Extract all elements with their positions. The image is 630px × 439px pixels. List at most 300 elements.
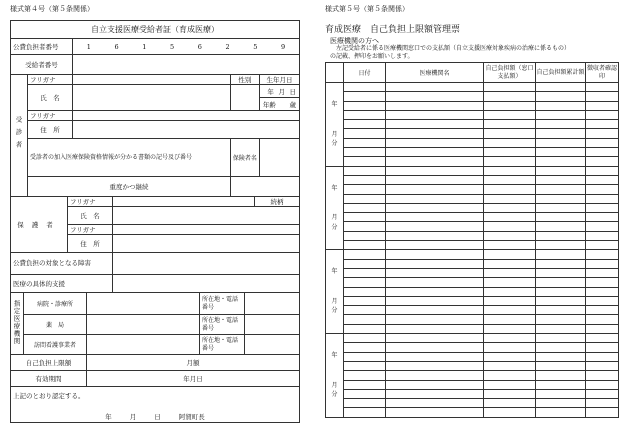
sheet-cell bbox=[484, 306, 536, 315]
sheet-cell bbox=[536, 138, 586, 147]
sheet-cell bbox=[586, 203, 619, 212]
sheet-row bbox=[326, 250, 619, 259]
sheet-cell bbox=[484, 120, 536, 129]
sheet-cell bbox=[484, 231, 536, 240]
payer-digit: 6 bbox=[114, 42, 119, 51]
sheet-row bbox=[326, 185, 619, 194]
sheet-cell bbox=[344, 241, 386, 250]
sheet-cell bbox=[586, 352, 619, 361]
sheet-cell bbox=[484, 185, 536, 194]
limit-label: 自己負担上限額 bbox=[11, 355, 87, 371]
guardian-name-field bbox=[113, 207, 300, 225]
birth-month: 月 bbox=[278, 87, 285, 96]
sheet-cell bbox=[586, 231, 619, 240]
sheet-cell bbox=[586, 148, 619, 157]
sheet-cell bbox=[386, 324, 484, 333]
sheet-cell bbox=[386, 194, 484, 203]
sheet-cell bbox=[484, 157, 536, 166]
sheet-cell bbox=[484, 92, 536, 101]
sheet-cell bbox=[586, 110, 619, 119]
insured-name-field bbox=[259, 139, 299, 177]
sheet-cell bbox=[536, 92, 586, 101]
sheet-cell bbox=[344, 110, 386, 119]
sheet-cell bbox=[536, 241, 586, 250]
sheet-cell bbox=[386, 129, 484, 138]
sheet-row bbox=[326, 92, 619, 101]
insured-name-label: 保険者名 bbox=[230, 139, 259, 177]
sheet-cell bbox=[536, 306, 586, 315]
address-furigana-field bbox=[73, 111, 300, 121]
sheet-row bbox=[326, 148, 619, 157]
sheet-row bbox=[326, 101, 619, 110]
sheet-cell bbox=[344, 278, 386, 287]
sheet-cell bbox=[586, 315, 619, 324]
col-stamp: 徴収者確認印 bbox=[586, 63, 619, 83]
birth-day: 日 bbox=[289, 87, 296, 96]
sheet-row bbox=[326, 278, 619, 287]
month-unit-label: 分 bbox=[331, 140, 338, 148]
sheet-cell bbox=[344, 101, 386, 110]
sheet-cell bbox=[536, 371, 586, 380]
treatment-label: 医療の具体的支援 bbox=[11, 275, 113, 293]
sheet-cell bbox=[484, 343, 536, 352]
sheet-cell bbox=[586, 306, 619, 315]
sheet-row bbox=[326, 287, 619, 296]
hospital-location-label: 所在地・電話番号 bbox=[200, 293, 245, 315]
sheet-row bbox=[326, 213, 619, 222]
month-label: 月 bbox=[331, 214, 338, 222]
insurance-label: 受診者の加入医療保険資格情報が分かる書類の記号及び番号 bbox=[28, 139, 231, 177]
sheet-cell bbox=[536, 148, 586, 157]
sheet-cell bbox=[344, 352, 386, 361]
address-label: 住 所 bbox=[28, 121, 73, 139]
age-unit: 歳 bbox=[289, 100, 296, 109]
payer-number-label: 公費負担者番号 bbox=[11, 39, 73, 55]
sheet-cell bbox=[484, 250, 536, 259]
sheet-row bbox=[326, 231, 619, 240]
sheet-cell bbox=[586, 138, 619, 147]
sheet-row bbox=[326, 389, 619, 398]
sheet-cell bbox=[586, 241, 619, 250]
severe-label: 重度かつ継続 bbox=[28, 177, 231, 197]
sheet-cell bbox=[386, 92, 484, 101]
sheet-cell bbox=[386, 352, 484, 361]
sheet-cell bbox=[536, 408, 586, 417]
nursing-field bbox=[87, 335, 200, 355]
sheet-cell bbox=[484, 110, 536, 119]
guardian-address-furigana-label: フリガナ bbox=[68, 225, 113, 235]
mayor-label: 阿賀町長 bbox=[178, 413, 205, 421]
sheet-cell bbox=[386, 101, 484, 110]
pharmacy-location-label: 所在地・電話番号 bbox=[200, 315, 245, 335]
guardian-address-furigana-field bbox=[113, 225, 300, 235]
sheet-cell bbox=[586, 185, 619, 194]
pharmacy-label: 薬 局 bbox=[24, 315, 87, 335]
sheet-row bbox=[326, 361, 619, 370]
month-cell bbox=[326, 250, 344, 334]
sheet-cell bbox=[386, 268, 484, 277]
sheet-cell bbox=[344, 287, 386, 296]
sheet-row bbox=[326, 399, 619, 408]
sheet-cell bbox=[536, 213, 586, 222]
sheet-cell bbox=[344, 296, 386, 305]
guardian-label: 保護者 bbox=[17, 221, 61, 229]
sheet-cell bbox=[484, 352, 536, 361]
sheet-cell bbox=[586, 389, 619, 398]
sheet-cell bbox=[586, 399, 619, 408]
sheet-cell bbox=[536, 185, 586, 194]
sheet-cell bbox=[386, 399, 484, 408]
gender-label: 性別 bbox=[230, 75, 259, 85]
sheet-row bbox=[326, 203, 619, 212]
sheet-cell bbox=[484, 138, 536, 147]
certificate-title: 自立支援医療受給者証（育成医療） bbox=[11, 21, 300, 39]
sheet-cell bbox=[344, 194, 386, 203]
sheet-cell bbox=[586, 101, 619, 110]
sheet-cell bbox=[536, 361, 586, 370]
sheet-cell bbox=[484, 213, 536, 222]
to-line: 医療機関の方へ bbox=[330, 37, 379, 45]
hospital-field bbox=[87, 293, 200, 315]
sheet-cell bbox=[586, 129, 619, 138]
disability-field bbox=[113, 253, 300, 275]
birthdate-label: 生年月日 bbox=[259, 75, 299, 85]
nursing-location-field bbox=[245, 335, 300, 355]
sheet-cell bbox=[344, 324, 386, 333]
sheet-cell bbox=[536, 83, 586, 92]
age-label: 年齢 bbox=[262, 100, 276, 109]
sheet-cell bbox=[344, 166, 386, 175]
guardian-address-label: 住 所 bbox=[68, 235, 113, 253]
sheet-cell bbox=[386, 83, 484, 92]
sheet-cell bbox=[344, 185, 386, 194]
sheet-cell bbox=[386, 185, 484, 194]
sheet-cell bbox=[586, 250, 619, 259]
sheet-row bbox=[326, 296, 619, 305]
sheet-cell bbox=[536, 334, 586, 343]
sheet-row bbox=[326, 222, 619, 231]
sheet-cell bbox=[484, 222, 536, 231]
sheet-cell bbox=[536, 222, 586, 231]
sheet-cell bbox=[536, 250, 586, 259]
sheet-cell bbox=[386, 120, 484, 129]
month-cell bbox=[326, 334, 344, 418]
sheet-cell bbox=[484, 278, 536, 287]
sheet-cell bbox=[344, 175, 386, 184]
col-payment: 自己負担額（窓口支払額） bbox=[484, 63, 536, 83]
sheet-cell bbox=[386, 110, 484, 119]
sheet-cell bbox=[386, 175, 484, 184]
monthly-label: 月額 bbox=[87, 355, 300, 371]
sheet-cell bbox=[536, 129, 586, 138]
certificate bbox=[10, 20, 300, 430]
sheet-cell bbox=[484, 241, 536, 250]
address-field bbox=[73, 121, 300, 139]
sheet-row bbox=[326, 110, 619, 119]
sheet-cell bbox=[586, 166, 619, 175]
sheet-cell bbox=[386, 148, 484, 157]
sheet-cell bbox=[484, 259, 536, 268]
sheet-cell bbox=[386, 334, 484, 343]
gender-field bbox=[230, 85, 259, 111]
pharmacy-field bbox=[87, 315, 200, 335]
sheet-cell bbox=[484, 296, 536, 305]
month-cell bbox=[326, 83, 344, 167]
sheet-cell bbox=[344, 361, 386, 370]
sheet-row bbox=[326, 343, 619, 352]
management-sheet bbox=[325, 62, 618, 418]
sheet-cell bbox=[484, 334, 536, 343]
sheet-cell bbox=[344, 148, 386, 157]
sheet-cell bbox=[586, 334, 619, 343]
sheet-cell bbox=[484, 194, 536, 203]
payer-digit: 1 bbox=[86, 42, 91, 51]
sheet-row bbox=[326, 175, 619, 184]
col-institution: 医療機関名 bbox=[386, 63, 484, 83]
validity-value: 年月日 bbox=[87, 371, 300, 387]
sheet-row bbox=[326, 352, 619, 361]
col-date: 日付 bbox=[344, 63, 386, 83]
payer-digit: 5 bbox=[253, 42, 258, 51]
sheet-row bbox=[326, 315, 619, 324]
month-cell bbox=[326, 166, 344, 250]
nursing-location-label: 所在地・電話番号 bbox=[200, 335, 245, 355]
sheet-cell bbox=[386, 315, 484, 324]
patient-group-label: 受診者 bbox=[14, 115, 23, 154]
sheet-cell bbox=[344, 408, 386, 417]
sheet-row bbox=[326, 334, 619, 343]
sheet-cell bbox=[386, 361, 484, 370]
sheet-cell bbox=[586, 343, 619, 352]
sheet-cell bbox=[344, 334, 386, 343]
month-label: 月 bbox=[331, 297, 338, 305]
month-year-label: 年 bbox=[331, 100, 338, 108]
sheet-cell bbox=[586, 380, 619, 389]
sheet-cell bbox=[386, 259, 484, 268]
sheet-cell bbox=[484, 380, 536, 389]
sheet-cell bbox=[586, 83, 619, 92]
sheet-cell bbox=[536, 343, 586, 352]
sheet-cell bbox=[484, 371, 536, 380]
sheet-cell bbox=[536, 296, 586, 305]
sheet-cell bbox=[536, 324, 586, 333]
sheet-cell bbox=[386, 296, 484, 305]
month-unit-label: 分 bbox=[331, 223, 338, 231]
payer-digit: 5 bbox=[170, 42, 175, 51]
sheet-cell bbox=[586, 194, 619, 203]
payer-number bbox=[73, 39, 300, 55]
sheet-cell bbox=[344, 92, 386, 101]
sheet-cell bbox=[344, 250, 386, 259]
hospital-location-field bbox=[245, 293, 300, 315]
sheet-row bbox=[326, 129, 619, 138]
sheet-cell bbox=[344, 268, 386, 277]
address-furigana-label: フリガナ bbox=[28, 111, 73, 121]
sheet-cell bbox=[386, 389, 484, 398]
sheet-row bbox=[326, 166, 619, 175]
month-label: 月 bbox=[331, 381, 338, 389]
sheet-cell bbox=[344, 222, 386, 231]
month-year-label: 年 bbox=[331, 268, 338, 276]
cert-date-month: 月 bbox=[129, 413, 137, 421]
furigana-field bbox=[73, 75, 231, 85]
sheet-cell bbox=[344, 213, 386, 222]
sheet-cell bbox=[586, 268, 619, 277]
sheet-cell bbox=[344, 231, 386, 240]
sheet-cell bbox=[484, 148, 536, 157]
month-year-label: 年 bbox=[331, 351, 338, 359]
sheet-cell bbox=[386, 241, 484, 250]
cert-date-year: 年 bbox=[105, 413, 112, 421]
sheet-cell bbox=[536, 259, 586, 268]
sheet-cell bbox=[344, 83, 386, 92]
sheet-cell bbox=[586, 361, 619, 370]
sheet-cell bbox=[536, 380, 586, 389]
sheet-cell bbox=[344, 315, 386, 324]
sheet-cell bbox=[344, 399, 386, 408]
payer-digit: 2 bbox=[225, 42, 230, 51]
sheet-cell bbox=[586, 213, 619, 222]
sheet-cell bbox=[536, 166, 586, 175]
sheet-cell bbox=[386, 213, 484, 222]
guardian-furigana-field bbox=[113, 197, 255, 207]
month-unit-label: 分 bbox=[331, 307, 338, 315]
sheet-cell bbox=[536, 203, 586, 212]
sheet-cell bbox=[344, 389, 386, 398]
furigana-label: フリガナ bbox=[28, 75, 73, 85]
disability-label: 公費負担の対象となる障害 bbox=[11, 253, 113, 275]
sheet-cell bbox=[386, 287, 484, 296]
sheet-row bbox=[326, 120, 619, 129]
sheet-cell bbox=[586, 371, 619, 380]
sheet-cell bbox=[386, 166, 484, 175]
relation-label: 続柄 bbox=[255, 197, 300, 207]
sheet-cell bbox=[344, 380, 386, 389]
sheet-cell bbox=[536, 110, 586, 119]
sheet-cell bbox=[386, 343, 484, 352]
sheet-cell bbox=[586, 296, 619, 305]
sheet-cell bbox=[586, 259, 619, 268]
sheet-cell bbox=[386, 138, 484, 147]
sheet-cell bbox=[484, 389, 536, 398]
sheet-row bbox=[326, 241, 619, 250]
sheet-cell bbox=[344, 129, 386, 138]
instruction-1: 左記受給者に係る医療機関窓口での支払額（自立支援医療対象疾病の治療に係るもの） bbox=[336, 45, 571, 52]
birth-year: 年 bbox=[267, 87, 274, 96]
sheet-cell bbox=[536, 157, 586, 166]
hospital-label: 病院・診療所 bbox=[24, 293, 87, 315]
sheet-cell bbox=[484, 361, 536, 370]
severe-field bbox=[230, 177, 299, 197]
sheet-cell bbox=[586, 92, 619, 101]
sheet-cell bbox=[386, 278, 484, 287]
sheet-cell bbox=[386, 231, 484, 240]
guardian-name-label: 氏 名 bbox=[68, 207, 113, 225]
sheet-cell bbox=[536, 101, 586, 110]
sheet-cell bbox=[484, 324, 536, 333]
sheet-cell bbox=[344, 203, 386, 212]
payer-digit: 6 bbox=[197, 42, 202, 51]
sheet-cell bbox=[344, 343, 386, 352]
sheet-row bbox=[326, 268, 619, 277]
sheet-cell bbox=[484, 101, 536, 110]
sheet-cell bbox=[586, 278, 619, 287]
sheet-cell bbox=[484, 166, 536, 175]
sheet-cell bbox=[536, 175, 586, 184]
sheet-cell bbox=[586, 175, 619, 184]
instruction-2: の記載、押印をお願いします。 bbox=[330, 53, 414, 60]
sheet-cell bbox=[344, 259, 386, 268]
sheet-cell bbox=[484, 203, 536, 212]
sheet-row bbox=[326, 157, 619, 166]
sheet-row bbox=[326, 83, 619, 92]
sheet-cell bbox=[536, 278, 586, 287]
sheet-cell bbox=[484, 399, 536, 408]
sheet-cell bbox=[386, 380, 484, 389]
designated-label: 指定医療機関 bbox=[12, 300, 21, 345]
name-field bbox=[73, 85, 231, 111]
payer-digit: 9 bbox=[281, 42, 286, 51]
sheet-cell bbox=[344, 138, 386, 147]
sheet-cell bbox=[344, 120, 386, 129]
cert-date-day: 日 bbox=[154, 413, 161, 421]
month-label: 月 bbox=[331, 130, 338, 138]
sheet-cell bbox=[344, 157, 386, 166]
sheet-cell bbox=[484, 287, 536, 296]
recipient-number-label: 受給者番号 bbox=[11, 55, 73, 75]
sheet-cell bbox=[586, 324, 619, 333]
right-title: 育成医療 自己負担上限額管理票 bbox=[325, 25, 461, 35]
payer-digit: 1 bbox=[142, 42, 147, 51]
sheet-cell bbox=[536, 389, 586, 398]
guardian-address-field bbox=[113, 235, 300, 253]
sheet-cell bbox=[484, 129, 536, 138]
sheet-cell bbox=[536, 399, 586, 408]
sheet-row bbox=[326, 306, 619, 315]
sheet-cell bbox=[344, 306, 386, 315]
pharmacy-location-field bbox=[245, 315, 300, 335]
sheet-cell bbox=[536, 194, 586, 203]
sheet-cell bbox=[386, 250, 484, 259]
sheet-cell bbox=[536, 352, 586, 361]
month-unit-label: 分 bbox=[331, 391, 338, 399]
recipient-number-field bbox=[73, 55, 300, 75]
guardian-furigana-label: フリガナ bbox=[68, 197, 113, 207]
col-cumulative: 自己負担額累計額 bbox=[536, 63, 586, 83]
sheet-row bbox=[326, 324, 619, 333]
sheet-row bbox=[326, 194, 619, 203]
sheet-row bbox=[326, 380, 619, 389]
sheet-cell bbox=[386, 371, 484, 380]
sheet-cell bbox=[536, 120, 586, 129]
sheet-cell bbox=[586, 222, 619, 231]
sheet-cell bbox=[536, 287, 586, 296]
sheet-cell bbox=[536, 315, 586, 324]
name-label: 氏 名 bbox=[28, 85, 73, 111]
treatment-field bbox=[113, 275, 300, 293]
sheet-cell bbox=[484, 175, 536, 184]
sheet-row bbox=[326, 408, 619, 417]
sheet-cell bbox=[536, 268, 586, 277]
sheet-cell bbox=[484, 315, 536, 324]
certify-text: 上記のとおり認定する。 bbox=[13, 392, 85, 400]
sheet-cell bbox=[386, 222, 484, 231]
col-month bbox=[326, 63, 344, 83]
sheet-cell bbox=[484, 408, 536, 417]
sheet-row bbox=[326, 371, 619, 380]
sheet-cell bbox=[484, 83, 536, 92]
sheet-cell bbox=[586, 157, 619, 166]
